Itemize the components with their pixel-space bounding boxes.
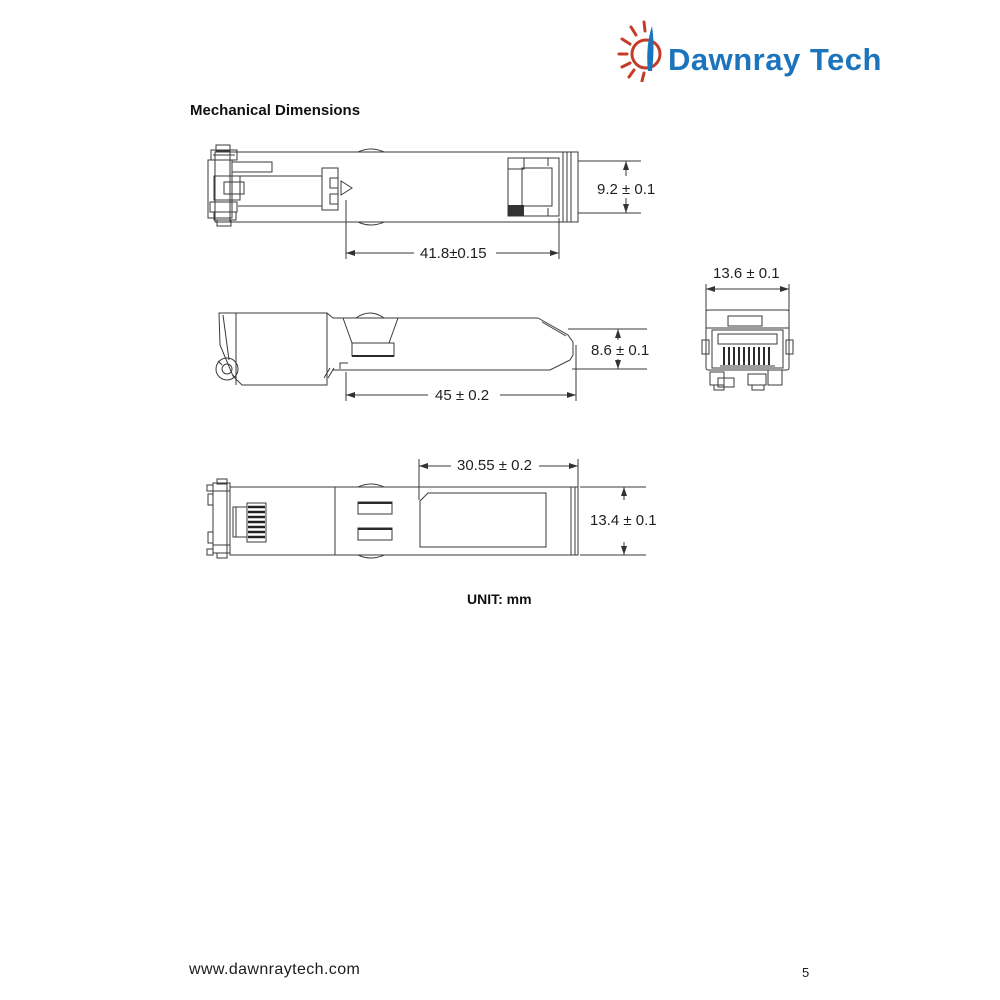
dim-bottom-length: 30.55 ± 0.2 (457, 457, 532, 474)
dim-side-height: 8.6 ± 0.1 (591, 342, 650, 359)
dim-bottom-height: 13.4 ± 0.1 (590, 512, 657, 529)
page-title: Mechanical Dimensions (190, 102, 361, 119)
compass-needle-icon (647, 26, 653, 71)
page-number: 5 (802, 965, 810, 980)
dim-top-length: 41.8±0.15 (420, 245, 487, 262)
brand-name: Dawnray Tech (668, 42, 882, 77)
dim-top-height: 9.2 ± 0.1 (597, 181, 656, 198)
footer-website: www.dawnraytech.com (189, 961, 361, 978)
company-logo (616, 14, 882, 90)
dim-side-length: 45 ± 0.2 (435, 387, 490, 404)
dim-front-width: 13.6 ± 0.1 (713, 265, 780, 282)
bottom-view-drawing (195, 440, 665, 575)
unit-note: UNIT: mm (467, 591, 532, 607)
sun-icon (616, 18, 668, 82)
